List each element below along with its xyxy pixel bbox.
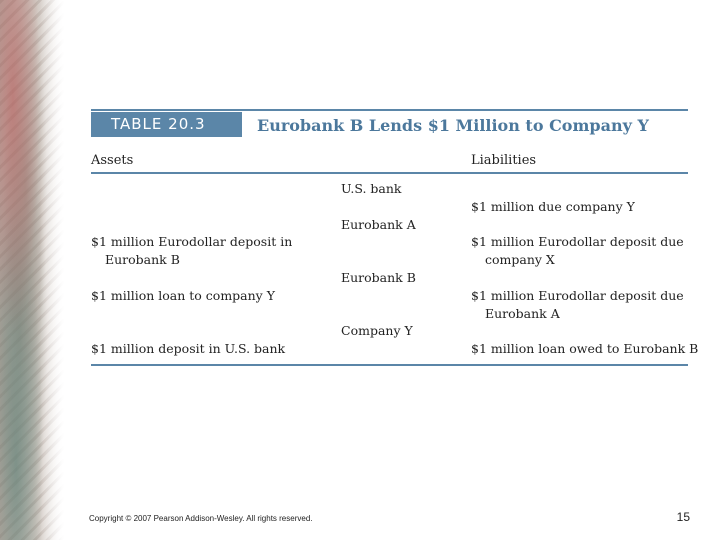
liability-line-continued-text: company X — [485, 252, 555, 267]
entity-label: Eurobank B — [341, 270, 416, 285]
asset-line-continued-text: Eurobank B — [105, 252, 180, 267]
liability-line-continued — [471, 305, 560, 323]
asset-line: $1 million deposit in U.S. bank — [91, 341, 286, 356]
header-rule — [91, 172, 688, 174]
entity-label: U.S. bank — [341, 181, 402, 196]
copyright-notice: Copyright © 2007 Pearson Addison-Wesley. All rights reserved. — [89, 514, 313, 523]
table-caption: Eurobank B Lends $1 Million to Company Y — [257, 116, 649, 135]
liability-line-continued — [471, 251, 555, 269]
asset-line: $1 million Eurodollar deposit in — [91, 234, 293, 249]
liabilities-column-header: Liabilities — [471, 153, 537, 168]
asset-line-continued — [91, 251, 180, 269]
bottom-rule — [91, 364, 688, 366]
table-title-bar — [91, 109, 688, 138]
decorative-currency-strip — [0, 0, 64, 540]
entity-label: Eurobank A — [341, 217, 416, 232]
liability-line: $1 million Eurodollar deposit due — [471, 288, 684, 303]
asset-line: $1 million loan to company Y — [91, 288, 275, 303]
liability-line: $1 million due company Y — [471, 199, 635, 214]
entity-label: Company Y — [341, 323, 413, 338]
page-number: 15 — [676, 510, 690, 524]
liability-line: $1 million loan owed to Eurobank B — [471, 341, 699, 356]
assets-column-header: Assets — [91, 153, 134, 168]
liability-line: $1 million Eurodollar deposit due — [471, 234, 684, 249]
table-number-label: TABLE 20.3 — [91, 112, 242, 137]
liability-line-continued-text: Eurobank A — [485, 306, 560, 321]
